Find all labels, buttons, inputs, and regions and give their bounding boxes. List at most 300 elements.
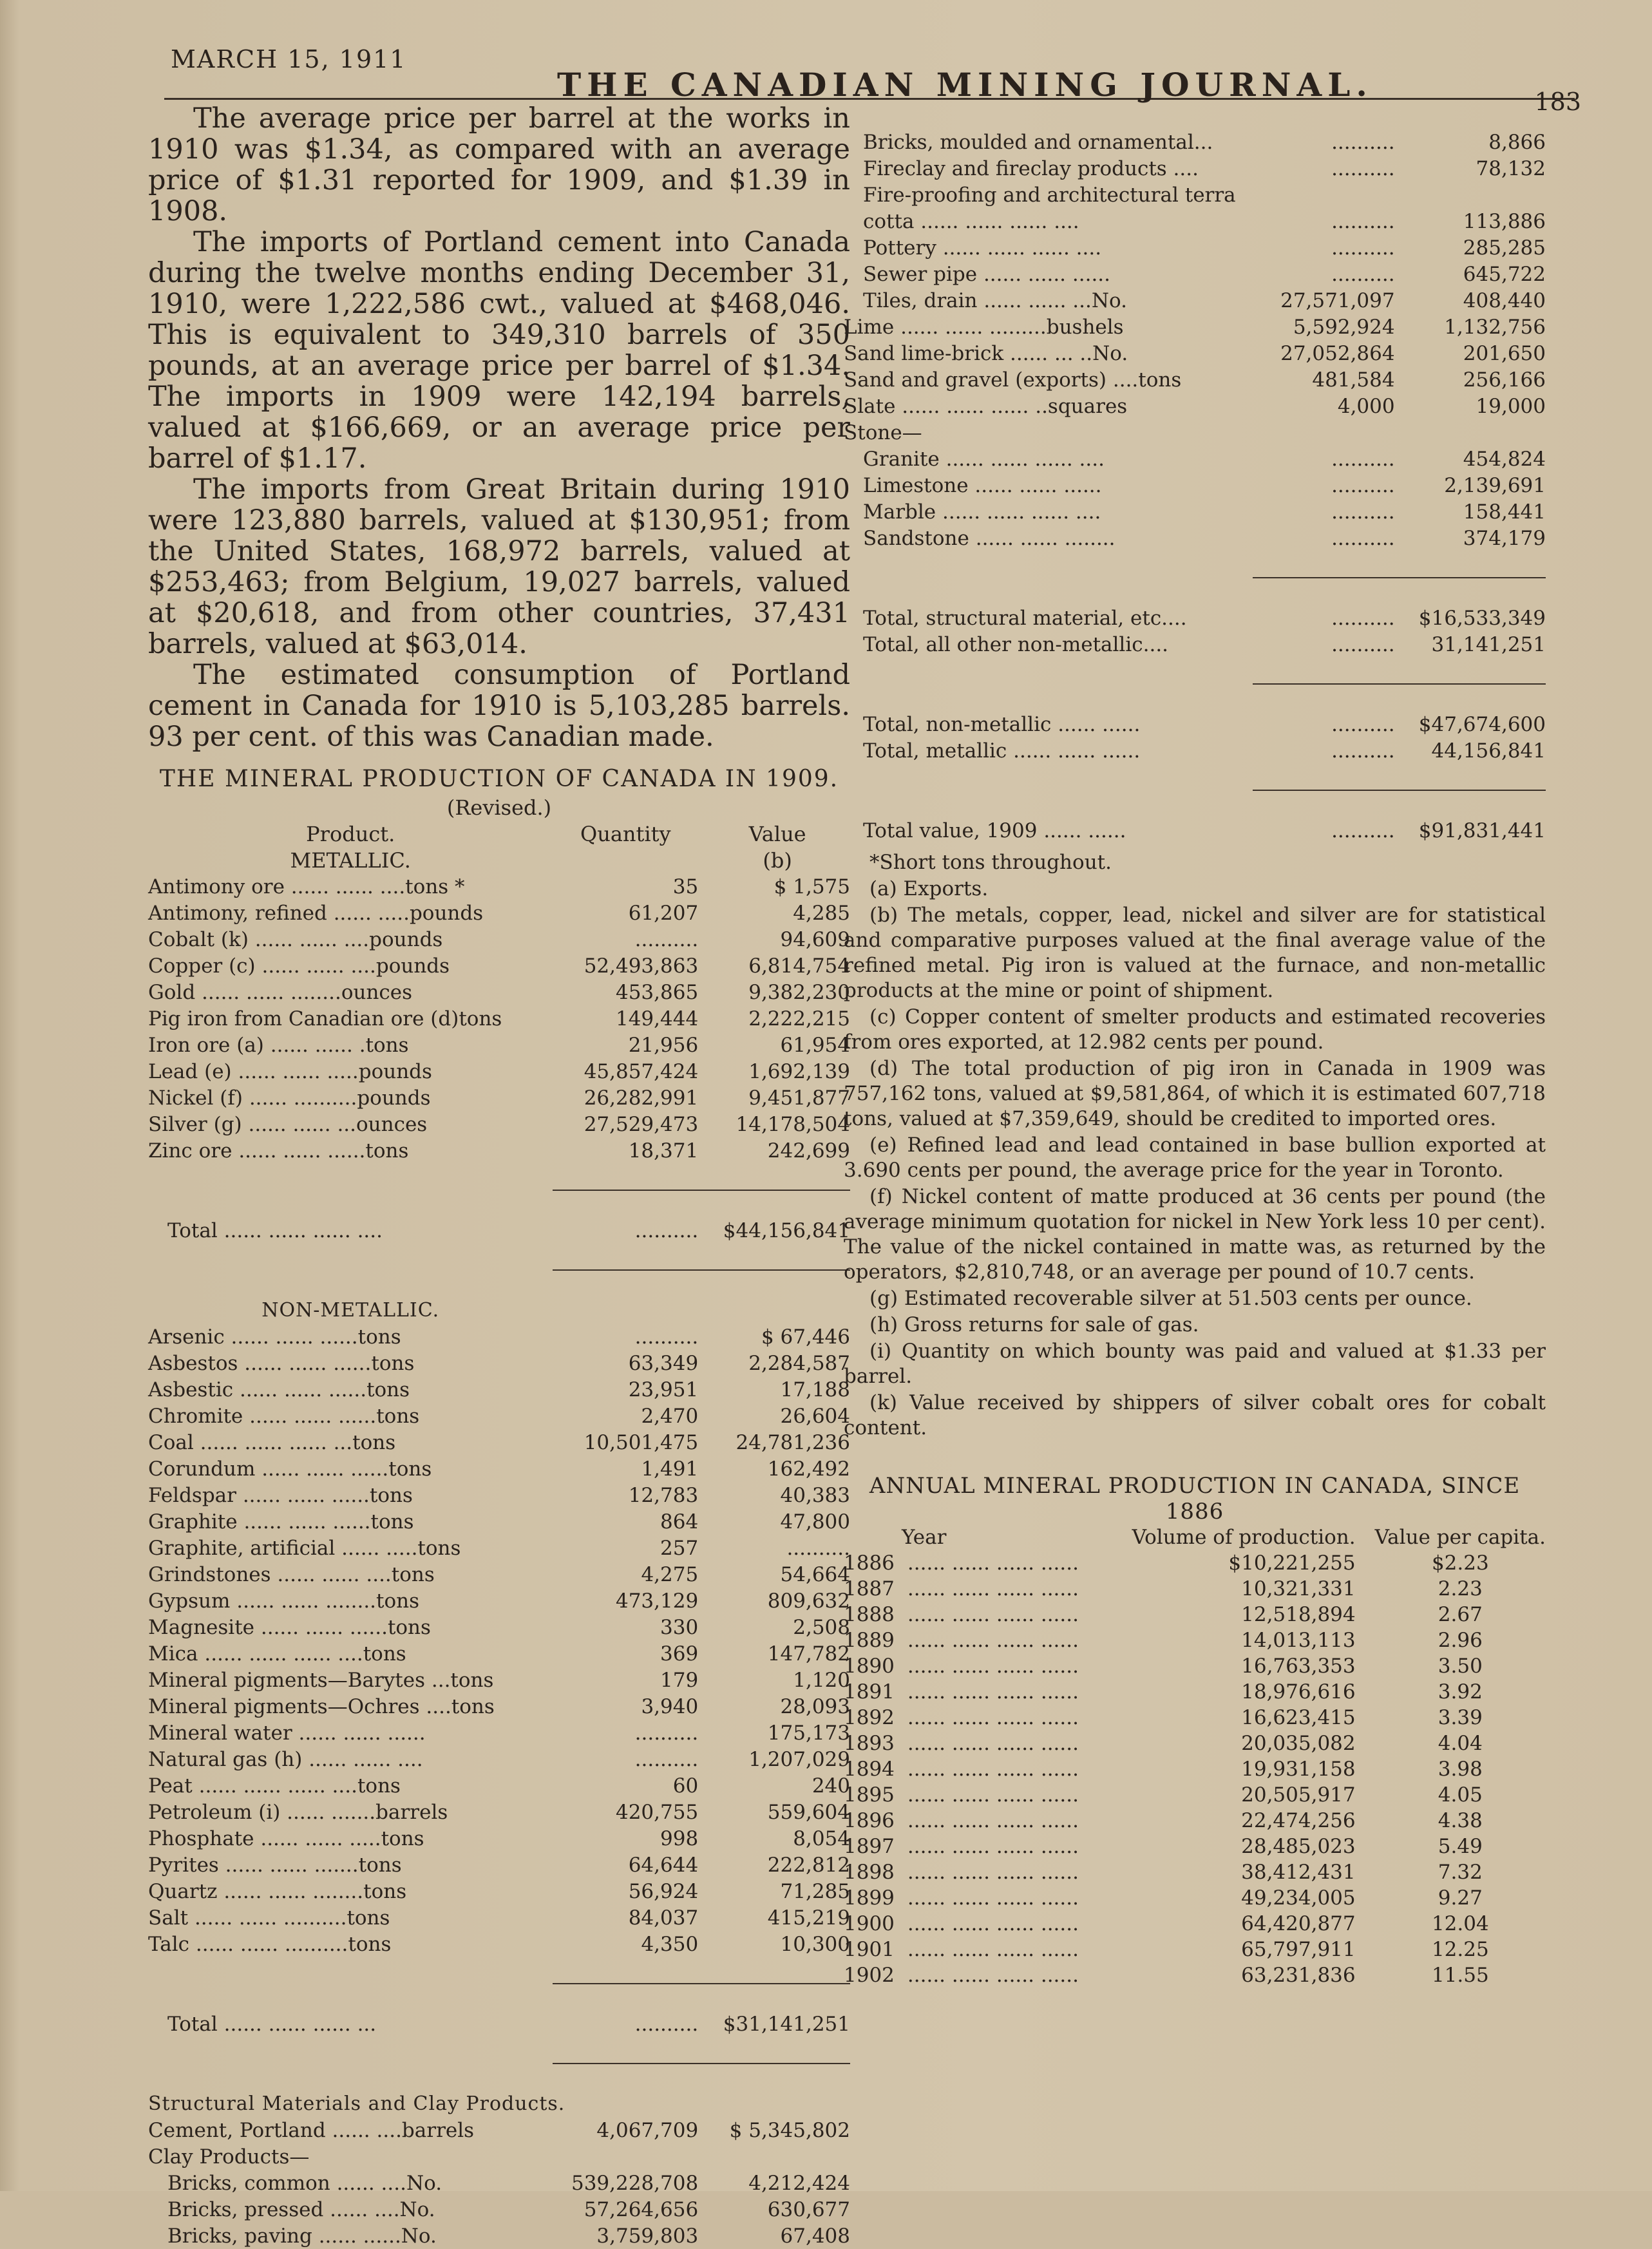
row-quantity: 257 [660, 1537, 699, 1560]
leader-dots: ...... ...... ...... ...... [907, 1732, 1079, 1755]
row-value: 2,284,587 [748, 1352, 850, 1375]
year-cell [844, 1808, 1132, 1834]
row-value: 158,441 [1463, 500, 1546, 524]
row-quantity: 27,571,097 [1280, 289, 1395, 312]
column-header-volume: Volume of production. [1132, 1526, 1356, 1549]
table-row [148, 1799, 850, 1825]
footnote: (d) The total production of pig iron in Canada in 1909 was 757,162 tons, valued at $9,581,864, of which it is estimated 607,718 tons, valued at $7,359,649, should be credited to imported ores. [844, 1057, 1546, 1130]
table-row [844, 1834, 1546, 1859]
row-label: Clay Products— [148, 2145, 310, 2168]
row-value: 1,120 [793, 1669, 850, 1692]
row-quantity: 539,228,708 [571, 2172, 699, 2195]
row-label: Sandstone ...... ...... ........ [863, 527, 1116, 550]
volume-cell: 10,321,331 [1241, 1577, 1356, 1600]
table-row [148, 1217, 850, 1244]
year-cell [844, 1731, 1132, 1756]
volume-cell: 18,976,616 [1241, 1680, 1356, 1703]
row-label: Sand and gravel (exports) ....tons [844, 368, 1182, 392]
row-quantity: .......... [634, 2013, 699, 2036]
row-value: $ 1,575 [774, 875, 850, 898]
row-value: 94,609 [780, 928, 850, 951]
table-row [148, 1403, 850, 1429]
row-quantity: 998 [660, 1827, 699, 1850]
leader-dots: ...... ...... ...... ...... [907, 1629, 1079, 1652]
table-row [148, 1931, 850, 1957]
table-row [844, 1602, 1546, 1627]
leader-dots: ...... ...... ...... ...... [907, 1912, 1079, 1935]
mineral-table-title: THE MINERAL PRODUCTION OF CANADA IN 1909. [159, 766, 839, 792]
year-cell [844, 1962, 1132, 1988]
row-quantity: .......... [634, 1722, 699, 1745]
row-quantity: 21,956 [628, 1034, 699, 1057]
row-label: Chromite ...... ...... ......tons [148, 1405, 420, 1428]
row-quantity: 27,052,864 [1280, 342, 1395, 365]
row-value: 40,383 [780, 1484, 850, 1507]
row-value: 44,156,841 [1431, 739, 1546, 763]
volume-cell: 16,623,415 [1241, 1706, 1356, 1729]
row-value: 24,781,236 [736, 1431, 850, 1454]
table-row [148, 2011, 850, 2037]
row-label: Copper (c) ...... ...... ....pounds [148, 954, 450, 978]
row-quantity: 35 [672, 875, 699, 898]
volume-cell: 12,518,894 [1241, 1603, 1356, 1626]
issue-date: MARCH 15, 1911 [171, 45, 407, 73]
column-header-value: Value [748, 822, 806, 846]
year-label: 1887 [844, 1577, 895, 1600]
row-quantity: 57,264,656 [584, 2198, 699, 2221]
table-row [844, 1653, 1546, 1679]
table-row [844, 525, 1546, 551]
row-value: 175,173 [767, 1722, 850, 1745]
table-row [148, 1085, 850, 1111]
row-value: 10,300 [780, 1933, 850, 1956]
row-quantity: 864 [660, 1510, 699, 1533]
row-value: 256,166 [1463, 368, 1546, 392]
structural-rows [844, 129, 1546, 551]
per-capita-cell: 5.49 [1438, 1835, 1483, 1858]
table-row [844, 1859, 1546, 1885]
row-value: 630,677 [767, 2198, 850, 2221]
row-quantity [1253, 182, 1401, 208]
table-header-row [148, 847, 850, 873]
row-quantity [1253, 419, 1401, 446]
volume-cell: 64,420,877 [1241, 1912, 1356, 1935]
row-value: 8,866 [1488, 131, 1546, 154]
column-header-year: Year [902, 1526, 947, 1549]
leader-dots: ...... ...... ...... ...... [907, 1758, 1079, 1781]
row-label: Gypsum ...... ...... ........tons [148, 1589, 420, 1613]
table-row [148, 1772, 850, 1799]
row-quantity: .......... [1331, 210, 1395, 233]
running-head [164, 40, 1581, 116]
per-capita-cell: 3.98 [1438, 1758, 1483, 1781]
row-value: 113,886 [1463, 210, 1546, 233]
row-value: 242,699 [767, 1139, 850, 1162]
footnote: (a) Exports. [869, 877, 989, 900]
metallic-rows [148, 873, 850, 1164]
leader-dots: ...... ...... ...... ...... [907, 1783, 1079, 1807]
footnote: (f) Nickel content of matte produced at 36 cents per pound (the average minimum quotation for nickel in New York less 10 per cent). The value of the nickel contained in matte was, as returned by the operators, $2,810,748, or an average per pound of 10.7 cents. [844, 1185, 1546, 1284]
row-quantity: .......... [634, 928, 699, 951]
per-capita-cell: 12.25 [1431, 1938, 1489, 1961]
per-capita-cell: 9.27 [1438, 1886, 1483, 1910]
row-label: Nickel (f) ...... ..........pounds [148, 1087, 431, 1110]
row-quantity: .......... [1331, 448, 1395, 471]
table-row [844, 287, 1546, 314]
row-quantity: .......... [634, 1325, 699, 1349]
row-quantity: 4,067,709 [596, 2119, 699, 2142]
paragraph: The estimated consumption of Portland cement in Canada for 1910 is 5,103,285 barrels. 93 per cent. of this was Canadian made. [148, 659, 850, 753]
year-cell [844, 1550, 1132, 1576]
row-value: 240 [812, 1774, 850, 1798]
year-label: 1886 [844, 1552, 895, 1575]
row-quantity: .......... [1331, 819, 1395, 842]
row-label: Pottery ...... ...... ...... .... [863, 236, 1102, 260]
row-label: Antimony ore ...... ...... ....tons * [148, 875, 465, 898]
table-row [844, 1756, 1546, 1782]
volume-cell: 16,763,353 [1241, 1655, 1356, 1678]
table-row [148, 979, 850, 1005]
table-row [148, 1640, 850, 1667]
table-row [148, 1746, 850, 1772]
row-label: Cobalt (k) ...... ...... ....pounds [148, 928, 443, 951]
row-quantity: 420,755 [615, 1801, 699, 1824]
row-value: 67,408 [780, 2225, 850, 2248]
row-value: 2,139,691 [1444, 474, 1546, 497]
table-row [148, 1667, 850, 1693]
row-label: Total ...... ...... ...... ... [167, 2013, 377, 2036]
per-capita-cell: 4.05 [1438, 1783, 1483, 1807]
row-quantity: 61,207 [628, 902, 699, 925]
row-value: 78,132 [1476, 157, 1546, 180]
row-value: 9,451,877 [748, 1087, 850, 1110]
row-quantity: 369 [660, 1642, 699, 1665]
table-row [148, 1482, 850, 1508]
volume-cell: 63,231,836 [1241, 1964, 1356, 1987]
row-value: 374,179 [1463, 527, 1546, 550]
row-label: Mineral pigments—Barytes ...tons [148, 1669, 494, 1692]
row-value: 4,212,424 [748, 2172, 850, 2195]
leader-dots: ...... ...... ...... ...... [907, 1552, 1079, 1575]
rule-row [148, 2037, 850, 2064]
year-label: 1893 [844, 1732, 895, 1755]
paragraph: The imports of Portland cement into Canada during the twelve months ending December 31, 1910, were 1,222,586 cwt., valued at $468,046. This is equivalent to 349,310 barrels of 350 pounds, at an average price per barrel of $1.34. The imports in 1909 were 142,194 barrels, valued at $166,669, or an average price per barrel of $1.17. [148, 226, 850, 475]
table-row [844, 1550, 1546, 1576]
table-row [844, 605, 1546, 631]
row-label: Lime ...... ...... .........bushels [844, 316, 1124, 339]
row-quantity: 52,493,863 [584, 954, 699, 978]
rule-row [148, 1957, 850, 1984]
table-row [844, 631, 1546, 658]
row-quantity: .......... [1331, 500, 1395, 524]
row-quantity: 330 [660, 1616, 699, 1639]
row-quantity: 179 [660, 1669, 699, 1692]
table-row [148, 1614, 850, 1640]
annual-production-table [844, 1524, 1546, 1988]
footnote: (i) Quantity on which bounty was paid and valued at $1.33 per barrel. [844, 1340, 1546, 1388]
row-value: $44,156,841 [723, 1219, 850, 1242]
leader-dots: ...... ...... ...... ...... [907, 1964, 1079, 1987]
row-value: 28,093 [780, 1695, 850, 1718]
value-footnote-marker: (b) [763, 848, 792, 873]
row-value: 415,219 [767, 1906, 850, 1930]
row-quantity: 1,491 [641, 1457, 699, 1481]
row-value: 147,782 [767, 1642, 850, 1665]
row-label: Feldspar ...... ...... ......tons [148, 1484, 413, 1507]
row-quantity: 473,129 [615, 1589, 699, 1613]
per-capita-cell: 2.23 [1438, 1577, 1483, 1600]
row-label: Arsenic ...... ...... ......tons [148, 1325, 401, 1349]
row-quantity: 45,857,424 [584, 1060, 699, 1083]
row-label: Magnesite ...... ...... ......tons [148, 1616, 431, 1639]
table-row [844, 1885, 1546, 1911]
row-value: 222,812 [767, 1854, 850, 1877]
table-row [148, 1350, 850, 1376]
row-quantity: .......... [634, 1219, 699, 1242]
volume-cell: $10,221,255 [1228, 1552, 1356, 1575]
row-value: 201,650 [1463, 342, 1546, 365]
table-row [148, 1324, 850, 1350]
table-row [148, 1878, 850, 1904]
row-value: 6,814,754 [748, 954, 850, 978]
row-quantity: 26,282,991 [584, 1087, 699, 1110]
row-label: Bricks, pressed ...... ....No. [167, 2198, 435, 2221]
year-label: 1896 [844, 1809, 895, 1832]
row-label: Corundum ...... ...... ......tons [148, 1457, 432, 1481]
year-cell [844, 1576, 1132, 1602]
year-cell [844, 1937, 1132, 1962]
per-capita-cell: 3.50 [1438, 1655, 1483, 1678]
volume-cell: 38,412,431 [1241, 1861, 1356, 1884]
row-value: $31,141,251 [723, 2013, 850, 2036]
year-cell [844, 1859, 1132, 1885]
row-label: Granite ...... ...... ...... .... [863, 448, 1105, 471]
row-quantity: .......... [1331, 607, 1395, 630]
table-row [148, 953, 850, 979]
table-row [148, 1376, 850, 1403]
per-capita-cell: 12.04 [1431, 1912, 1489, 1935]
per-capita-cell: 2.67 [1438, 1603, 1483, 1626]
row-value: 809,632 [767, 1589, 850, 1613]
row-value: 285,285 [1463, 236, 1546, 260]
annual-rows [844, 1550, 1546, 1988]
per-capita-cell: $2.23 [1431, 1552, 1489, 1575]
row-value: 61,954 [780, 1034, 850, 1057]
leader-dots: ...... ...... ...... ...... [907, 1938, 1079, 1961]
year-label: 1898 [844, 1861, 895, 1884]
row-value: 14,178,504 [736, 1113, 850, 1136]
year-cell [844, 1911, 1132, 1937]
rule-row [148, 1244, 850, 1270]
row-label: Pyrites ...... ...... .......tons [148, 1854, 402, 1877]
total-rows [844, 551, 1546, 844]
section-heading-structural: Structural Materials and Clay Products. [148, 2092, 565, 2115]
row-value: .......... [786, 1537, 850, 1560]
table-row [844, 366, 1546, 393]
row-quantity: 2,470 [641, 1405, 699, 1428]
row-label: Talc ...... ...... ..........tons [148, 1933, 392, 1956]
row-value: 19,000 [1476, 395, 1546, 418]
row-value: $16,533,349 [1418, 607, 1546, 630]
row-label: Fireclay and fireclay products .... [863, 157, 1199, 180]
table-row [844, 498, 1546, 525]
year-cell [844, 1705, 1132, 1731]
table-row [148, 2143, 850, 2170]
row-value: 47,800 [780, 1510, 850, 1533]
row-label: Total, metallic ...... ...... ...... [863, 739, 1141, 763]
table-row [148, 2223, 850, 2249]
volume-cell: 20,505,917 [1241, 1783, 1356, 1807]
table-row [844, 1705, 1546, 1731]
section-heading-nonmetallic: NON-METALLIC. [261, 1299, 440, 1322]
row-label: Sewer pipe ...... ...... ...... [863, 263, 1111, 286]
table-row [148, 1111, 850, 1137]
table-row [148, 2170, 850, 2196]
row-value [705, 2143, 850, 2170]
row-label: Coal ...... ...... ...... ...tons [148, 1431, 396, 1454]
year-label: 1890 [844, 1655, 895, 1678]
row-quantity: 63,349 [628, 1352, 699, 1375]
row-label: Antimony, refined ...... .....pounds [148, 902, 484, 925]
year-cell [844, 1756, 1132, 1782]
row-label: Cement, Portland ...... ....barrels [148, 2119, 475, 2142]
row-value [1401, 419, 1546, 446]
rule-row [844, 764, 1546, 790]
leader-dots: ...... ...... ...... ...... [907, 1809, 1079, 1832]
table-header-row [148, 821, 850, 847]
row-value [1401, 182, 1546, 208]
row-value: 17,188 [780, 1378, 850, 1401]
row-quantity: 18,371 [628, 1139, 699, 1162]
row-quantity: 64,644 [628, 1854, 699, 1877]
row-value: $47,674,600 [1418, 713, 1546, 736]
year-cell [844, 1834, 1132, 1859]
leader-dots: ...... ...... ...... ...... [907, 1886, 1079, 1910]
footnote: (e) Refined lead and lead contained in base bullion exported at 3.690 cents per pound, the average price for the year in Toronto. [844, 1134, 1546, 1182]
row-value: 31,141,251 [1431, 633, 1546, 656]
table-row [148, 1904, 850, 1931]
per-capita-cell: 3.39 [1438, 1706, 1483, 1729]
table-row [844, 711, 1546, 737]
table-row [148, 1005, 850, 1032]
row-quantity: 3,940 [641, 1695, 699, 1718]
row-label: Quartz ...... ...... ........tons [148, 1880, 407, 1903]
per-capita-cell: 2.96 [1438, 1629, 1483, 1652]
row-quantity: .......... [1331, 633, 1395, 656]
table-row [844, 1937, 1546, 1962]
rule-row [148, 1164, 850, 1190]
row-quantity: .......... [1331, 263, 1395, 286]
row-value: $ 5,345,802 [729, 2119, 850, 2142]
table-row [844, 261, 1546, 287]
row-quantity: .......... [1331, 713, 1395, 736]
row-label: Phosphate ...... ...... .....tons [148, 1827, 424, 1850]
row-label: Peat ...... ...... ...... ....tons [148, 1774, 401, 1798]
row-value: 162,492 [767, 1457, 850, 1481]
volume-cell: 22,474,256 [1241, 1809, 1356, 1832]
year-label: 1892 [844, 1706, 895, 1729]
paragraph: The average price per barrel at the works in 1910 was $1.34, as compared with an average price of $1.31 reported for 1909, and $1.39 in 1908. [148, 102, 850, 227]
table-row [148, 1588, 850, 1614]
table-section-row [148, 1297, 850, 1324]
row-quantity: .......... [1331, 527, 1395, 550]
row-value: 1,132,756 [1444, 316, 1546, 339]
row-quantity: 481,584 [1312, 368, 1395, 392]
table-row [844, 1911, 1546, 1937]
year-cell [844, 1885, 1132, 1911]
row-quantity: 4,350 [641, 1933, 699, 1956]
mineral-production-table [148, 821, 850, 2249]
page-number: 183 [1534, 88, 1581, 116]
row-quantity: 4,275 [641, 1563, 699, 1586]
column-header-product: Product. [306, 822, 395, 846]
year-label: 1889 [844, 1629, 895, 1652]
table-row [148, 926, 850, 953]
right-column [844, 129, 1546, 1988]
row-value: 454,824 [1463, 448, 1546, 471]
table-row [844, 182, 1546, 208]
table-row [148, 1429, 850, 1456]
row-quantity: .......... [634, 1748, 699, 1771]
row-quantity: 27,529,473 [584, 1113, 699, 1136]
leader-dots: ...... ...... ...... ...... [907, 1680, 1079, 1703]
rule-row [844, 658, 1546, 684]
row-value: 8,054 [793, 1827, 850, 1850]
row-quantity: .......... [1331, 131, 1395, 154]
per-capita-cell: 7.32 [1438, 1861, 1483, 1884]
table-row [844, 737, 1546, 764]
table-row [844, 340, 1546, 366]
left-column [148, 103, 850, 2249]
footnote: (k) Value received by shippers of silver cobalt ores for cobalt content. [844, 1391, 1546, 1439]
volume-cell: 65,797,911 [1241, 1938, 1356, 1961]
footnote: (b) The metals, copper, lead, nickel and silver are for statistical and comparative purposes valued at the final average value of the refined metal. Pig iron is valued at the furnace, and non-metallic products at the mine or point of shipment. [844, 904, 1546, 1002]
row-value: 2,222,215 [748, 1007, 850, 1030]
row-label: Tiles, drain ...... ...... ...No. [863, 289, 1127, 312]
row-quantity: .......... [1331, 157, 1395, 180]
year-cell [844, 1679, 1132, 1705]
table-row [844, 419, 1546, 446]
annual-table-title: ANNUAL MINERAL PRODUCTION IN CANADA, SINCE 1886 [869, 1473, 1521, 1524]
row-label: Zinc ore ...... ...... ......tons [148, 1139, 409, 1162]
table-row [148, 873, 850, 900]
row-value: 1,692,139 [748, 1060, 850, 1083]
row-label: Sand lime-brick ...... ... ..No. [844, 342, 1128, 365]
row-value: $ 67,446 [761, 1325, 850, 1349]
leader-dots: ...... ...... ...... ...... [907, 1577, 1079, 1600]
volume-cell: 19,931,158 [1241, 1758, 1356, 1781]
row-quantity: 10,501,475 [584, 1431, 699, 1454]
table-row [844, 208, 1546, 234]
row-label: Natural gas (h) ...... ...... .... [148, 1748, 423, 1771]
row-value: 408,440 [1463, 289, 1546, 312]
structural-rows [148, 2117, 850, 2249]
row-label: cotta ...... ...... ...... .... [863, 210, 1079, 233]
volume-cell: 49,234,005 [1241, 1886, 1356, 1910]
table-row [148, 900, 850, 926]
row-value: 1,207,029 [748, 1748, 850, 1771]
row-value: 71,285 [780, 1880, 850, 1903]
year-label: 1895 [844, 1783, 895, 1807]
section-heading-metallic: METALLIC. [290, 848, 411, 873]
mineral-table-subtitle: (Revised.) [446, 795, 552, 820]
table-section-row [148, 2091, 850, 2117]
row-quantity: 84,037 [628, 1906, 699, 1930]
year-label: 1901 [844, 1938, 895, 1961]
paragraph: The imports from Great Britain during 1910 were 123,880 barrels, valued at $130,951; from the United States, 168,972 barrels, valued at $253,463; from Belgium, 19,027 barrels, valued at $20,618, and from other countries, 37,431 barrels, valued at $63,014. [148, 473, 850, 660]
nonmetallic-rows [148, 1324, 850, 1957]
row-quantity: 149,444 [615, 1007, 699, 1030]
